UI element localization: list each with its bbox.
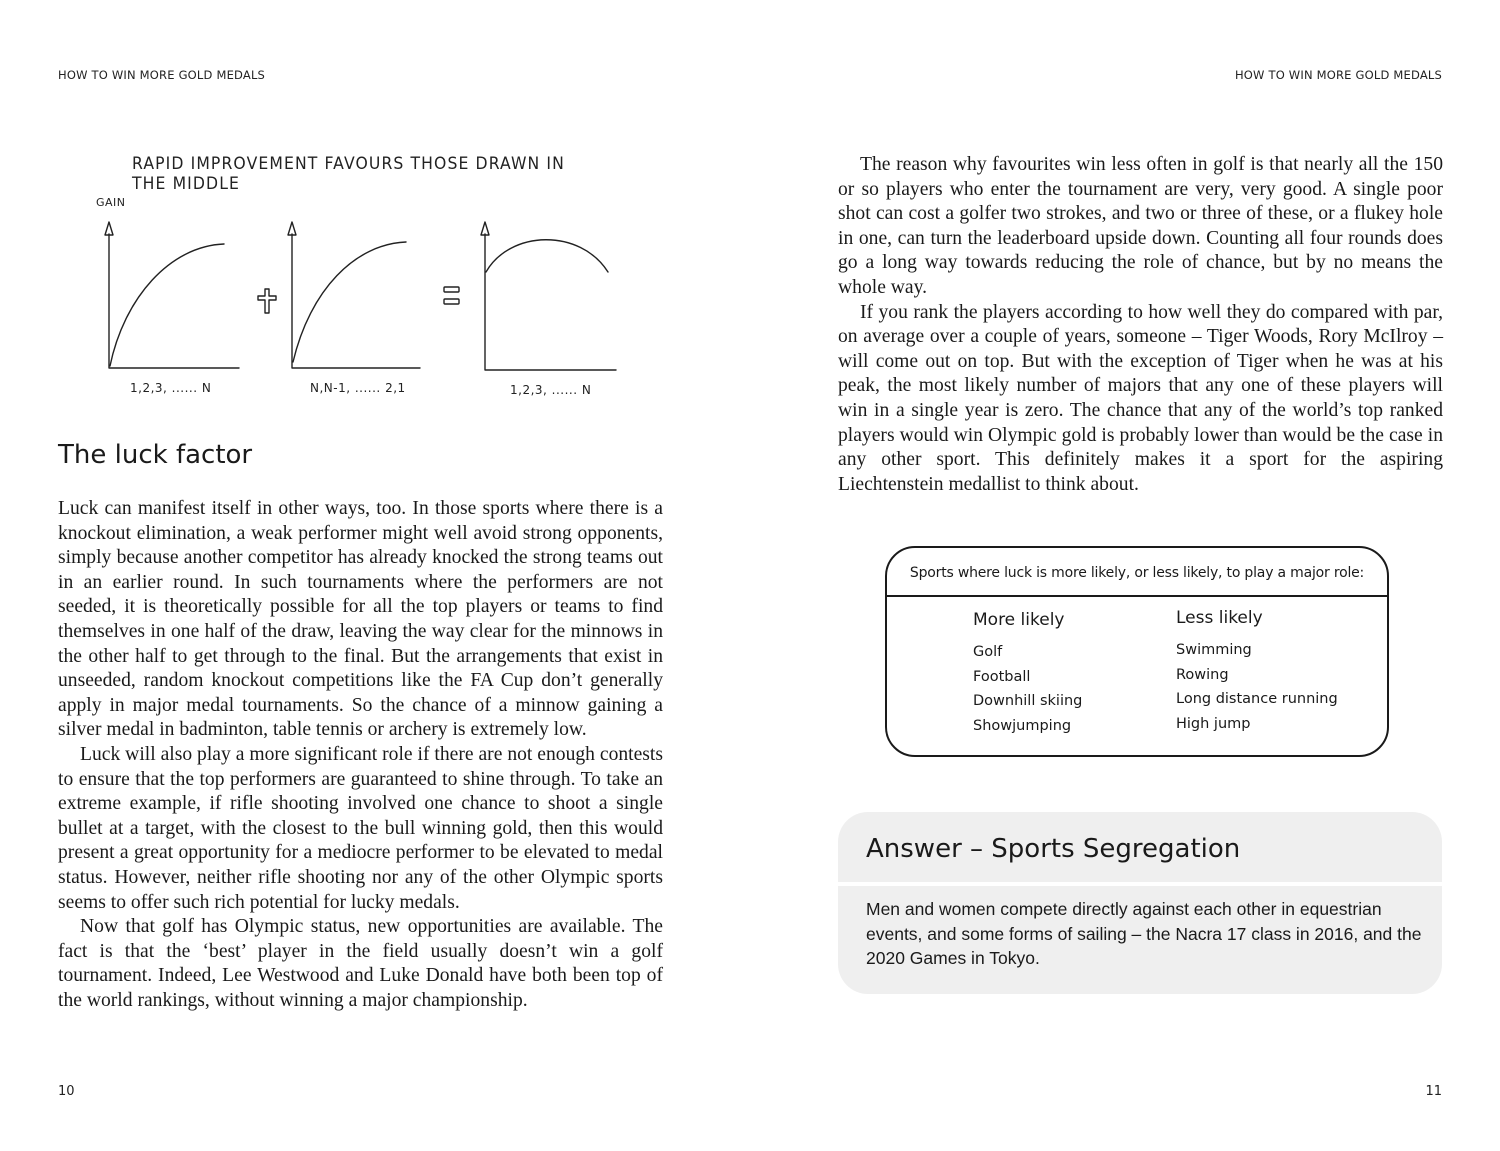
graph-3-x-label: 1,2,3, ...... N xyxy=(510,383,592,397)
right-page xyxy=(750,0,1500,1151)
less-likely-heading: Less likely xyxy=(1176,608,1263,628)
graph-1 xyxy=(105,222,239,368)
plus-sign xyxy=(258,289,276,313)
luck-box-divider xyxy=(887,595,1387,597)
luck-sports-box xyxy=(885,546,1389,757)
answer-box xyxy=(838,812,1442,994)
paragraph: If you rank the players according to how well they do compared with par, on average over a couple of years, someone – Tiger Woods, Rory McIlroy – will come out on top. But with the exception of Tiger when he was at his peak, the most likely number of majors that any one of these players will win in a single year is zero. The chance that any of the world’s top ranked players would win Olympic gold is probably lower than would be the case in any other sport. This definitely makes it a sport for the aspiring Liechtenstein medallist to think about. xyxy=(838,301,1443,495)
paragraph: Luck will also play a more significant role if there are not enough contests to ensure that the top performers are guaranteed to shine through. To take an extreme example, if rifle shooting involved one chance to shoot a single bullet at a target, with the closest to the bull winning gold, then this would present a great opportunity for a mediocre performer to be elevated to medal status. However, neither rifle shooting nor any of the other Olympic sports seems to offer such rich potential for lucky medals. xyxy=(58,743,663,913)
graph-2-curve xyxy=(293,242,406,362)
graph-1-x-label: 1,2,3, ...... N xyxy=(130,381,212,395)
running-head: HOW TO WIN MORE GOLD MEDALS xyxy=(58,68,266,82)
graph-2-x-label: N,N-1, ...... 2,1 xyxy=(310,381,406,395)
answer-text: Men and women compete directly against each other in equestrian events, and some forms of sailing – the Nacra 17 class in 2016, and the 2020 Games in Tokyo. xyxy=(866,899,1422,969)
section-heading: The luck factor xyxy=(58,440,253,470)
right-body-text xyxy=(838,153,1443,497)
graph-2-arrow xyxy=(288,222,296,235)
page-number: 11 xyxy=(1425,1084,1442,1099)
graph-2-axes xyxy=(292,234,420,368)
diagram-title: RAPID IMPROVEMENT FAVOURS THOSE DRAWN IN THE MIDDLE xyxy=(132,154,565,194)
list-item: Long distance running xyxy=(1176,691,1338,708)
more-likely-heading: More likely xyxy=(973,610,1065,630)
equals-sign xyxy=(444,287,459,304)
answer-title: Answer – Sports Segregation xyxy=(866,834,1241,864)
graph-3-arrow xyxy=(481,222,489,235)
answer-divider xyxy=(838,882,1442,886)
luck-box-title: Sports where luck is more likely, or less likely, to play a major role: xyxy=(909,565,1365,581)
list-item: Showjumping xyxy=(973,718,1072,735)
gain-axis-label: GAIN xyxy=(96,196,126,209)
paragraph: The reason why favourites win less often in golf is that nearly all the 150 or so players who enter the tournament are very, very good. A single poor shot can cost a golfer two strokes, and two or three of these, or a flukey hole in one, can turn the leaderboard upside down. Counting all four rounds does go a long way towards reducing the role of chance, but by no means the whole way. xyxy=(838,154,1443,298)
less-likely-list xyxy=(1176,638,1338,737)
list-item: Swimming xyxy=(1176,642,1252,658)
page-number: 10 xyxy=(58,1084,75,1099)
graph-1-axes xyxy=(109,234,239,368)
left-body-text xyxy=(58,497,663,1013)
more-likely-column xyxy=(973,610,1082,739)
more-likely-list xyxy=(973,640,1082,739)
less-likely-column xyxy=(1176,610,1338,737)
paragraph: Now that golf has Olympic status, new opportunities are available. The fact is that the ‘best’ player in the field usually doesn’t win a golf tournament. Indeed, Lee Westwood and Luke Donald have both been top of the world rankings, without winning a major championship. xyxy=(58,916,663,1011)
improvement-diagram xyxy=(80,148,640,408)
list-item: Rowing xyxy=(1176,666,1229,683)
graph-3-curve xyxy=(486,240,608,272)
graph-1-arrow xyxy=(105,222,113,235)
running-head: HOW TO WIN MORE GOLD MEDALS xyxy=(1234,68,1442,82)
graph-1-curve xyxy=(110,244,224,366)
list-item: High jump xyxy=(1176,716,1251,733)
list-item: Football xyxy=(973,668,1031,685)
graph-3 xyxy=(481,222,616,370)
paragraph: Luck can manifest itself in other ways, too. In those sports where there is a knockout elimination, a weak performer might well avoid strong opponents, simply because another competitor has already knocked the strong teams out in an earlier round. In such tournaments where the performers are not seeded, it is theoretically possible for all the top players or teams to find themselves in one half of the draw, leaving the way clear for the minnows in the other half to get through to the final. But the arrangements that exist in unseeded, random knockout competitions like the FA Cup don’t generally apply in major medal tournaments. So the chance of a minnow gaining a silver medal in badminton, table tennis or archery is extremely low. xyxy=(58,498,663,741)
list-item: Downhill skiing xyxy=(973,693,1083,710)
list-item: Golf xyxy=(973,644,1003,660)
graph-3-axes xyxy=(485,234,616,370)
graph-2 xyxy=(288,222,420,368)
